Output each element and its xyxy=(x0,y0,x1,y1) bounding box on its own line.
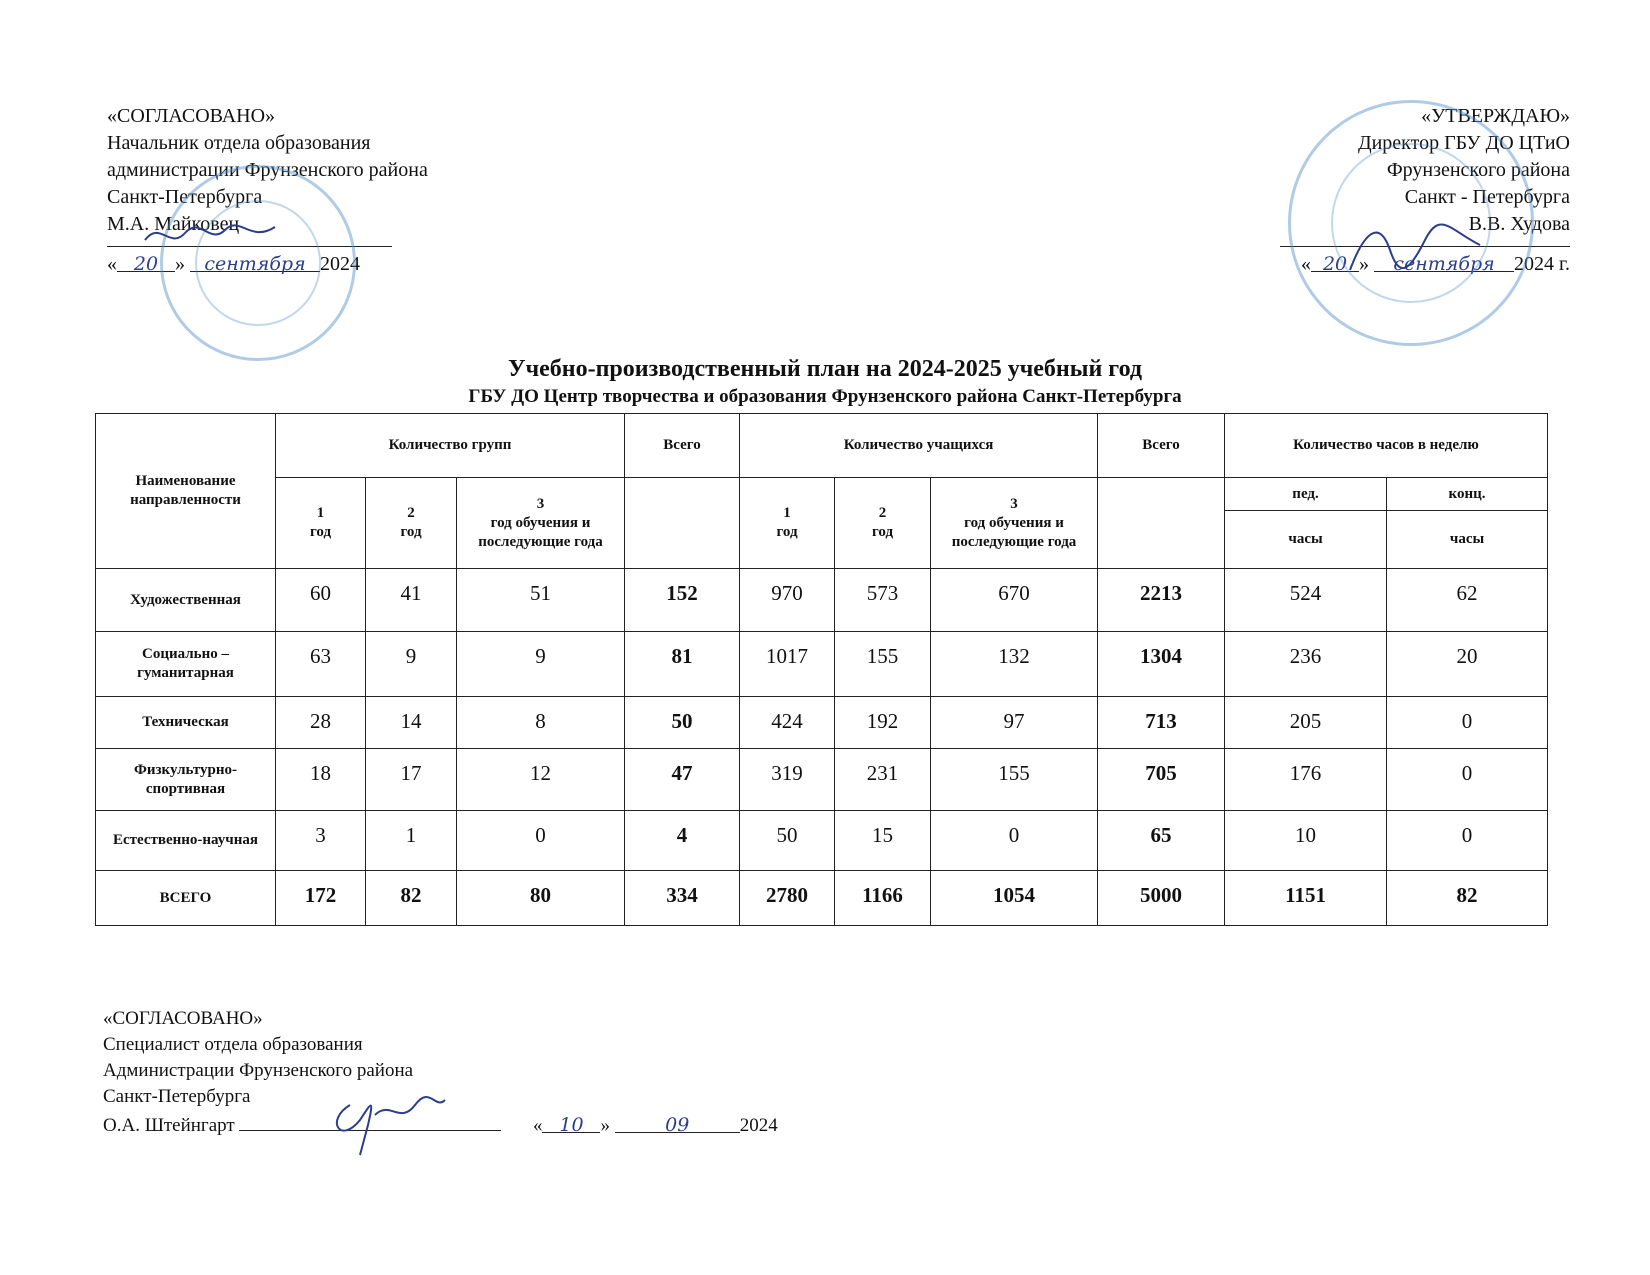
stamp-left-icon xyxy=(160,165,356,361)
cell-groups-y1: 172 xyxy=(276,871,366,926)
cell-groups-y3: 51 xyxy=(457,569,625,632)
header-students: Количество учащихся xyxy=(740,414,1098,478)
cell-groups-total: 334 xyxy=(625,871,740,926)
row-name: Социально – гуманитарная xyxy=(96,632,276,697)
cell-groups-y2: 41 xyxy=(366,569,457,632)
cell-students-y3: 132 xyxy=(931,632,1098,697)
cell-students-total: 2213 xyxy=(1098,569,1225,632)
approval-position: Директор ГБУ ДО ЦТиО xyxy=(1357,132,1570,154)
cell-groups-y2: 1 xyxy=(366,811,457,871)
approval-date: « 20 » сентября 2024 xyxy=(107,253,360,275)
cell-groups-y3: 9 xyxy=(457,632,625,697)
cell-groups-total: 50 xyxy=(625,697,740,749)
plan-table xyxy=(95,413,1548,926)
cell-students-y1: 319 xyxy=(740,749,835,811)
cell-students-y3: 670 xyxy=(931,569,1098,632)
cell-students-total: 5000 xyxy=(1098,871,1225,926)
cell-students-y3: 1054 xyxy=(931,871,1098,926)
cell-groups-y3: 80 xyxy=(457,871,625,926)
signature-left-icon xyxy=(140,215,280,255)
cell-konc-hours: 0 xyxy=(1387,811,1548,871)
cell-students-y2: 15 xyxy=(835,811,931,871)
cell-students-y1: 1017 xyxy=(740,632,835,697)
cell-konc-hours: 20 xyxy=(1387,632,1548,697)
cell-students-total: 713 xyxy=(1098,697,1225,749)
cell-groups-total: 152 xyxy=(625,569,740,632)
date-year: 2024 xyxy=(320,253,360,275)
approval-heading: «СОГЛАСОВАНО» xyxy=(103,1008,263,1029)
row-name: Естественно-научная xyxy=(96,811,276,871)
cell-groups-y1: 3 xyxy=(276,811,366,871)
cell-groups-y1: 28 xyxy=(276,697,366,749)
header-students-year1: 1 год xyxy=(740,478,835,569)
cell-students-y2: 155 xyxy=(835,632,931,697)
date-day: 20 xyxy=(1311,251,1359,272)
approval-city: Санкт - Петербурга xyxy=(1404,186,1570,208)
cell-groups-y1: 60 xyxy=(276,569,366,632)
approval-city: Санкт-Петербурга xyxy=(107,186,263,208)
cell-groups-y2: 9 xyxy=(366,632,457,697)
cell-konc-hours: 62 xyxy=(1387,569,1548,632)
document-subtitle: ГБУ ДО Центр творчества и образования Фрунзенского района Санкт-Петербурга xyxy=(468,386,1182,407)
cell-groups-y1: 63 xyxy=(276,632,366,697)
cell-groups-total: 47 xyxy=(625,749,740,811)
table-row xyxy=(96,569,1548,632)
cell-ped-hours: 1151 xyxy=(1225,871,1387,926)
date-month: сентября xyxy=(190,251,320,272)
header-direction: Наименование направленности xyxy=(96,414,276,569)
header-students-year3: 3 год обучения и последующие года xyxy=(931,478,1098,569)
row-name: Художественная xyxy=(96,569,276,632)
cell-students-y1: 2780 xyxy=(740,871,835,926)
table-row xyxy=(96,811,1548,871)
approval-position: Специалист отдела образования xyxy=(103,1034,363,1055)
approval-city: Санкт-Петербурга xyxy=(103,1086,251,1107)
approval-heading: «СОГЛАСОВАНО» xyxy=(107,105,276,127)
approval-signer-line: О.А. Штейнгарт « 10 » 09 2024 xyxy=(103,1110,778,1139)
cell-students-y3: 97 xyxy=(931,697,1098,749)
cell-groups-y2: 14 xyxy=(366,697,457,749)
cell-ped-hours: 236 xyxy=(1225,632,1387,697)
cell-groups-y3: 8 xyxy=(457,697,625,749)
table-row-total xyxy=(96,871,1548,926)
cell-students-y1: 424 xyxy=(740,697,835,749)
cell-students-y1: 970 xyxy=(740,569,835,632)
cell-students-y2: 573 xyxy=(835,569,931,632)
cell-groups-y3: 0 xyxy=(457,811,625,871)
cell-students-total: 65 xyxy=(1098,811,1225,871)
header-hours: Количество часов в неделю xyxy=(1225,414,1548,478)
cell-ped-hours: 176 xyxy=(1225,749,1387,811)
cell-konc-hours: 0 xyxy=(1387,697,1548,749)
cell-students-total: 1304 xyxy=(1098,632,1225,697)
cell-students-y2: 1166 xyxy=(835,871,931,926)
cell-groups-total: 4 xyxy=(625,811,740,871)
row-name: Техническая xyxy=(96,697,276,749)
header-groups-year1: 1 год xyxy=(276,478,366,569)
cell-konc-hours: 0 xyxy=(1387,749,1548,811)
date-month: сентября xyxy=(1374,251,1514,272)
cell-students-y1: 50 xyxy=(740,811,835,871)
row-name: ВСЕГО xyxy=(96,871,276,926)
cell-groups-y1: 18 xyxy=(276,749,366,811)
cell-students-total: 705 xyxy=(1098,749,1225,811)
cell-ped-hours: 524 xyxy=(1225,569,1387,632)
date-day: 10 xyxy=(542,1112,600,1133)
header-groups: Количество групп xyxy=(276,414,625,478)
header-groups-year3: 3 год обучения и последующие года xyxy=(457,478,625,569)
table-row xyxy=(96,749,1548,811)
table-row xyxy=(96,697,1548,749)
date-month: 09 xyxy=(615,1112,740,1133)
header-konc-unit: часы xyxy=(1387,511,1548,569)
approval-organization: Фрунзенского района xyxy=(1386,159,1570,181)
cell-ped-hours: 205 xyxy=(1225,697,1387,749)
cell-groups-y2: 17 xyxy=(366,749,457,811)
header-ped-unit: часы xyxy=(1225,511,1387,569)
cell-groups-y2: 82 xyxy=(366,871,457,926)
header-groups-total: Всего xyxy=(625,414,740,478)
cell-students-y3: 155 xyxy=(931,749,1098,811)
date-day: 20 xyxy=(117,251,175,272)
header-students-total-empty xyxy=(1098,478,1225,569)
document-title: Учебно-производственный план на 2024-2025 учебный год xyxy=(507,356,1143,382)
date-year: 2024 г. xyxy=(1514,253,1570,275)
signature-right-icon xyxy=(1340,210,1490,280)
date-year: 2024 xyxy=(739,1115,778,1136)
signature-bottom-icon xyxy=(320,1085,450,1160)
approval-signer-name: М.А. Майковец xyxy=(107,213,240,235)
cell-ped-hours: 10 xyxy=(1225,811,1387,871)
approval-signer-name: В.В. Худова xyxy=(1468,213,1570,235)
header-students-year2: 2 год xyxy=(835,478,931,569)
cell-groups-y3: 12 xyxy=(457,749,625,811)
header-konc: конц. xyxy=(1387,478,1548,511)
table-row xyxy=(96,632,1548,697)
row-name: Физкультурно-спортивная xyxy=(96,749,276,811)
cell-students-y2: 231 xyxy=(835,749,931,811)
approval-signer-name: О.А. Штейнгарт xyxy=(103,1115,235,1136)
header-groups-total-empty xyxy=(625,478,740,569)
header-groups-year2: 2 год xyxy=(366,478,457,569)
header-ped: пед. xyxy=(1225,478,1387,511)
approval-organization: администрации Фрунзенского района xyxy=(107,159,428,181)
header-students-total: Всего xyxy=(1098,414,1225,478)
approval-date: « 20 » сентября 2024 г. xyxy=(1301,253,1570,275)
cell-students-y3: 0 xyxy=(931,811,1098,871)
approval-position: Начальник отдела образования xyxy=(107,132,371,154)
approval-heading: «УТВЕРЖДАЮ» xyxy=(1421,105,1570,127)
cell-students-y2: 192 xyxy=(835,697,931,749)
cell-groups-total: 81 xyxy=(625,632,740,697)
cell-konc-hours: 82 xyxy=(1387,871,1548,926)
approval-organization: Администрации Фрунзенского района xyxy=(103,1060,414,1081)
